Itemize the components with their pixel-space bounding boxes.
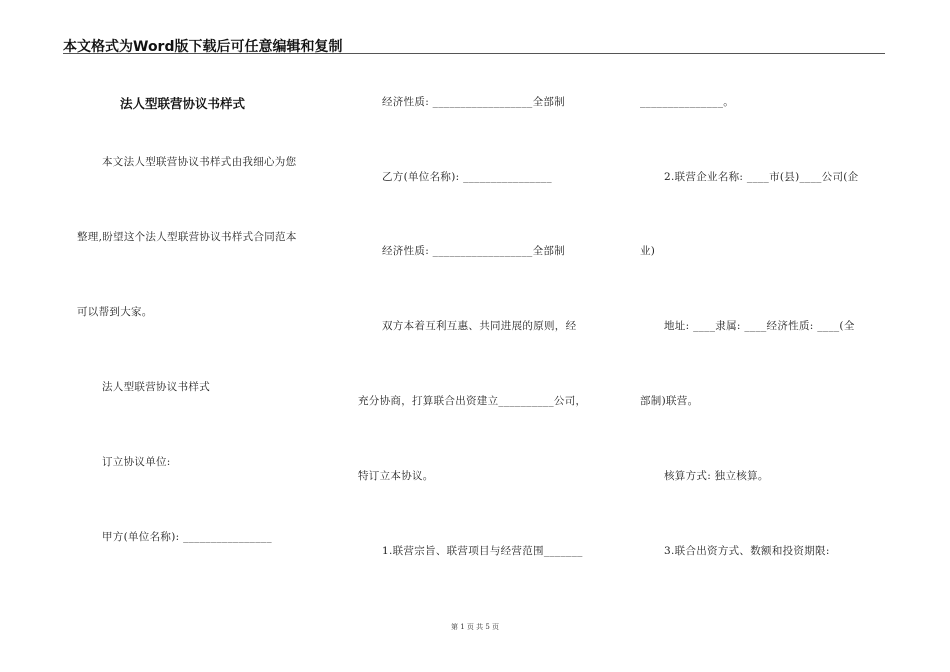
col3-line-1: _______________。 <box>640 96 735 108</box>
col1-line-4: 法人型联营协议书样式 <box>102 381 210 393</box>
col2-line-1: 经济性质: __________________全部制 <box>382 96 565 108</box>
col3-line-5: 部制)联营。 <box>640 395 699 407</box>
col3-line-7: 3.联合出资方式、数额和投资期限: <box>664 545 830 557</box>
col2-line-3: 经济性质: __________________全部制 <box>382 245 565 257</box>
header-divider <box>63 53 885 54</box>
col3-line-6: 核算方式: 独立核算。 <box>664 470 769 482</box>
col2-line-7: 1.联营宗旨、联营项目与经营范围_______ <box>382 545 583 557</box>
col3-line-4: 地址: ____隶属: ____经济性质: ____(全 <box>664 320 855 332</box>
col1-line-2: 整理,盼望这个法人型联营协议书样式合同范本 <box>77 231 297 243</box>
col2-line-6: 特订立本协议。 <box>358 470 434 482</box>
col2-line-5: 充分协商，打算联合出资建立__________公司， <box>358 395 587 407</box>
col1-line-1: 本文法人型联营协议书样式由我细心为您 <box>102 156 297 168</box>
col2-line-4: 双方本着互利互惠、共同进展的原则，经 <box>382 320 577 332</box>
col1-line-6: 甲方(单位名称): ________________ <box>102 531 272 543</box>
col3-line-3: 业) <box>640 245 656 257</box>
col3-line-2: 2.联营企业名称: ____市(县)____公司(企 <box>664 171 859 183</box>
document-title: 法人型联营协议书样式 <box>120 96 246 111</box>
page-header-title: 本文格式为Word版下载后可任意编辑和复制 <box>63 39 343 55</box>
col1-line-5: 订立协议单位: <box>102 456 171 468</box>
col2-line-2: 乙方(单位名称): ________________ <box>382 171 552 183</box>
page-number-footer: 第 1 页 共 5 页 <box>450 623 500 631</box>
col1-line-3: 可以帮到大家。 <box>77 306 153 318</box>
